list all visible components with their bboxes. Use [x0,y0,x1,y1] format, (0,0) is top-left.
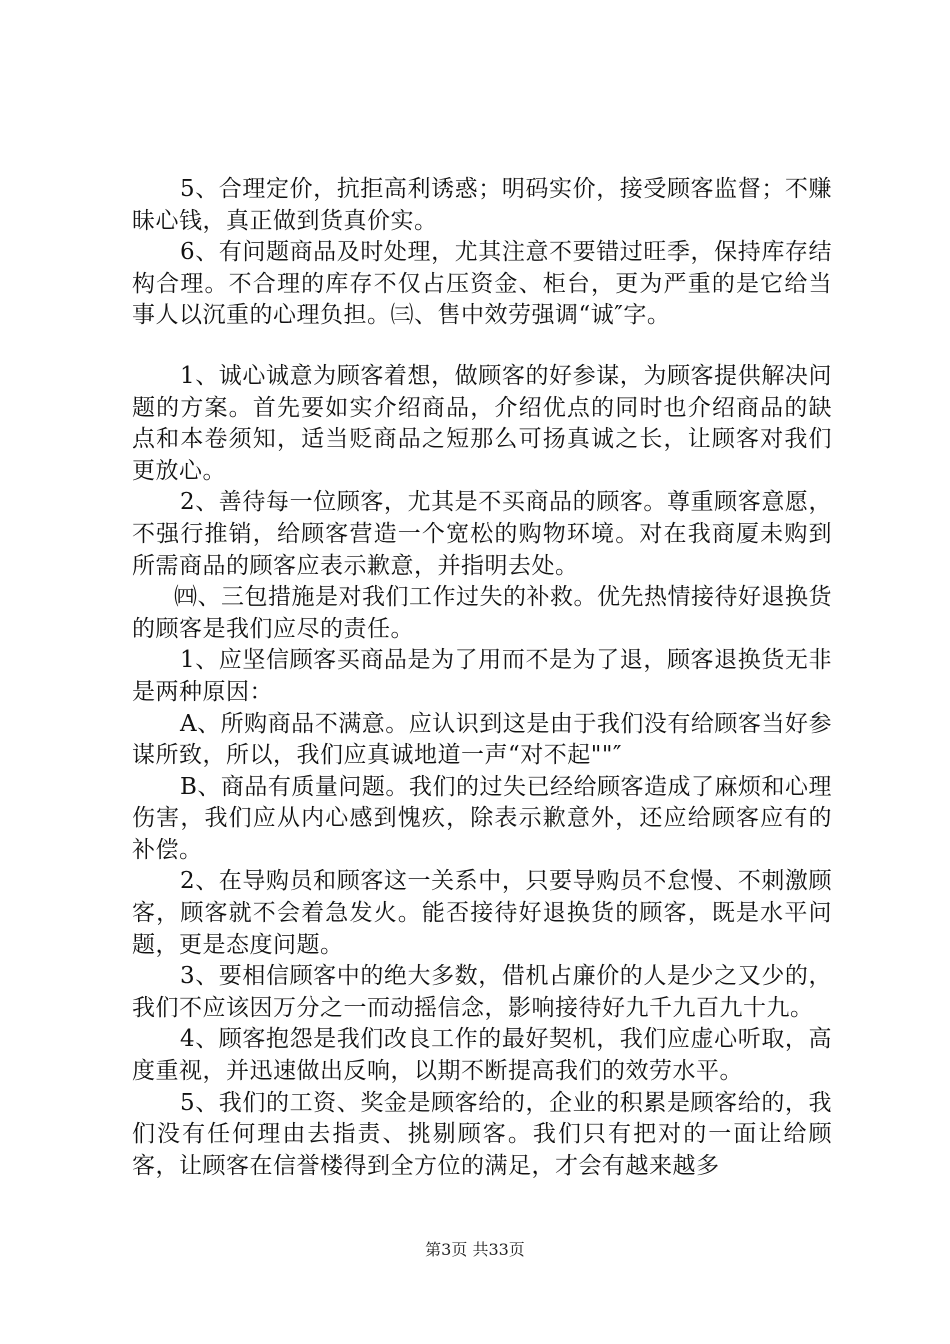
document-body [132,174,832,1182]
paragraph-three-guarantees: ㈣、三包措施是对我们工作过失的补救。优先热情接待好退换货的顾客是我们应尽的责任。 [132,584,832,642]
paragraph-sincere-service: 1、诚心诚意为顾客着想，做顾客的好参谋，为顾客提供解决问题的方案。首先要如实介绍商品，介绍优点的同时也介绍商品的缺点和本卷须知，适当贬商品之短那么可扬真诚之长，让顾客对我们更放心。 [132,362,832,484]
paragraph-majority: 3、要相信顾客中的绝大多数，借机占廉价的人是少之又少的，我们不应该因万分之一而动摇信念，影响接待好九千九百九十九。 [132,963,832,1021]
page-footer: 第3页 共33页 [425,1240,525,1259]
paragraph-problem-goods: 6、有问题商品及时处理，尤其注意不要错过旺季，保持库存结构合理。不合理的库存不仅占压资金、柜台，更为严重的是它给当事人以沉重的心理负担。㈢、售中效劳强调“诚″字。 [132,239,832,329]
paragraph-attitude: 2、在导购员和顾客这一关系中，只要导购员不怠慢、不刺激顾客，顾客就不会着急发火。能否接待好退换货的顾客，既是水平问题，更是态度问题。 [132,868,832,958]
paragraph-reason-b: B、商品有质量问题。我们的过失已经给顾客造成了麻烦和心理伤害，我们应从内心感到愧疚，除表示歉意外，还应给顾客应有的补偿。 [132,773,832,863]
paragraph-complaints: 4、顾客抱怨是我们改良工作的最好契机，我们应虚心听取，高度重视，并迅速做出反响，以期不断提高我们的效劳水平。 [132,1026,832,1085]
paragraph-reason-a: A、所购商品不满意。应认识到这是由于我们没有给顾客当好参谋所致，所以，我们应真诚地道一声“对不起""″ [132,710,832,769]
paragraph-treat-customers: 2、善待每一位顾客，尤其是不买商品的顾客。尊重顾客意愿，不强行推销，给顾客营造一个宽松的购物环境。对在我商厦未购到所需商品的顾客应表示歉意，并指明去处。 [132,489,832,579]
paragraph-pricing: 5、合理定价，抗拒高利诱惑；明码实价，接受顾客监督；不赚昧心钱，真正做到货真价实。 [132,176,832,234]
paragraph-trust-customers: 1、应坚信顾客买商品是为了用而不是为了退，顾客退换货无非是两种原因： [132,647,832,705]
paragraph-salary: 5、我们的工资、奖金是顾客给的，企业的积累是顾客给的，我们没有任何理由去指责、挑剔顾客。我们只有把对的一面让给顾客，让顾客在信誉楼得到全方位的满足，才会有越来越多 [132,1089,832,1179]
